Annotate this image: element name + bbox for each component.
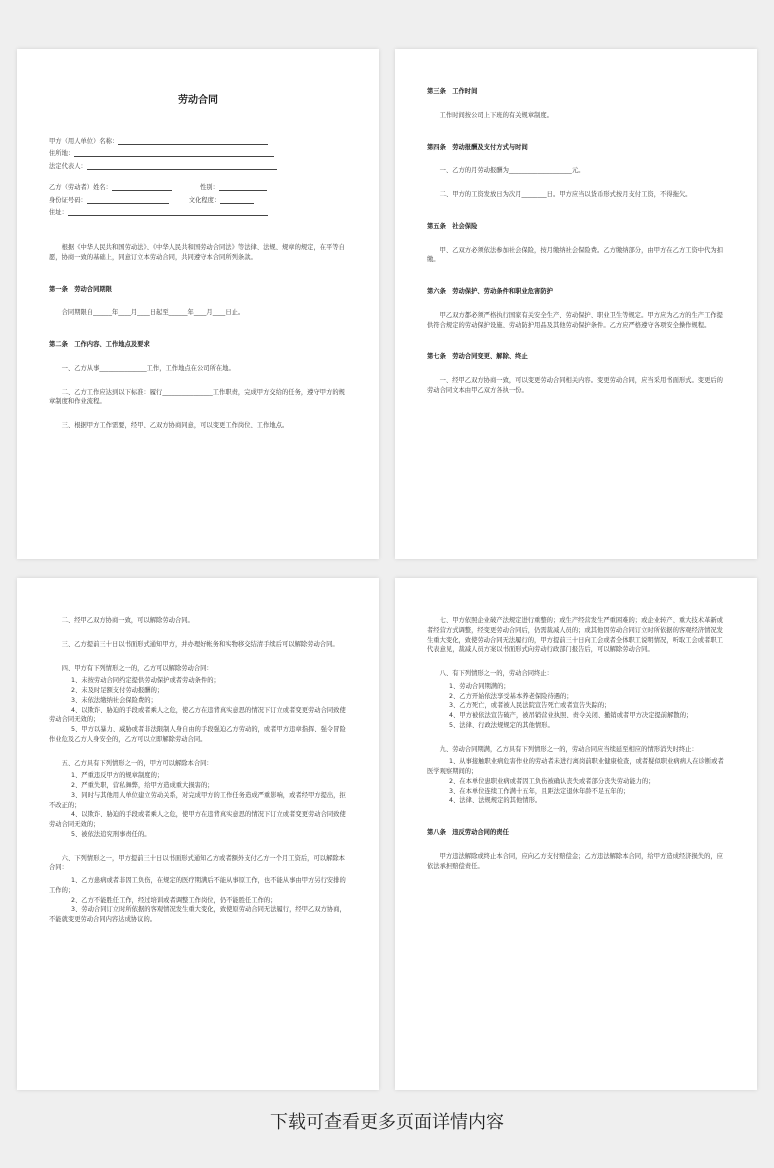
clause-6-item: 3、劳动合同订立时所依据的客观情况发生重大变化，致使原劳动合同无法履行，经甲乙双方协商，不能就变更劳动合同内容达成协议的。 (49, 906, 346, 923)
clause-7-layoff: 七、甲方依照企业破产法规定进行重整的；或生产经营发生严重困难的；或企业转产、重大技术革新或者经营方式调整，经变更劳动合同后，仍需裁减人员的；或其他因劳动合同订立时所依据的客观经济情况发生重大变化，致使劳动合同无法履行的，甲方提前三十日向工会或者全体职工说明情况，听取工会或者职工代表意见，裁减人员方案以书面形式向劳动行政部门报告后，可以解除劳动合同。 (427, 617, 723, 654)
party-b-name-row (49, 183, 347, 193)
article-8-heading: 第八条 违反劳动合同的责任 (427, 829, 509, 836)
residence-label: 住址： (49, 209, 68, 217)
party-a-name-blank (118, 137, 268, 145)
document-page-3 (17, 578, 379, 1090)
article-3-text: 工作时间按公司上下班的有关规章制度。 (439, 111, 553, 119)
clause-8-item: 3、乙方死亡，或者被人民法院宣告死亡或者宣告失踪的； (449, 702, 611, 710)
article-3-heading: 第三条 工作时间 (427, 88, 478, 95)
article-1-text: 合同期限自______年____月____日起至______年____月____日止。 (61, 309, 245, 317)
residence-row (49, 208, 347, 218)
gender-label: 性别： (199, 183, 219, 191)
article-1-heading: 第一条 劳动合同期限 (49, 285, 112, 293)
article-2-clause-3: 三、根据甲方工作需要，经甲、乙双方协商同意，可以变更工作岗位、工作地点。 (61, 422, 289, 429)
article-7-heading: 第七条 劳动合同变更、解除、终止 (427, 353, 528, 361)
document-title: 劳动合同 (178, 95, 218, 106)
clause-5-item: 5、被依法追究刑事责任的。 (71, 830, 151, 838)
education-blank (220, 196, 254, 204)
clause-9-item: 2、在本单位患职业病或者因工负伤被确认丧失或者部分丧失劳动能力的； (449, 777, 655, 785)
article-6-heading: 第六条 劳动保护、劳动条件和职业危害防护 (427, 288, 553, 295)
article-8-text: 甲方违法解除或终止本合同，应向乙方支付赔偿金；乙方违法解除本合同，给甲方造成经济损失的，应依法承担赔偿责任。 (427, 852, 723, 870)
document-page-1 (17, 49, 379, 559)
id-row (49, 196, 347, 206)
id-blank (87, 196, 169, 204)
article-2-clause-2: 二、乙方工作应达到以下标准：履行________________工作职责，完成甲方交给的任务，遵守甲方的规章制度和作业流程。 (49, 388, 345, 406)
clause-5-heading: 五、乙方具有下列情形之一的，甲方可以解除本合同： (61, 759, 213, 767)
party-b-name-label: 乙方（劳动者）姓名： (49, 183, 112, 191)
clause-9-item: 3、在本单位连续工作满十五年，且距法定退休年龄不足五年的； (449, 787, 630, 795)
article-5-text: 甲、乙双方必须依法参加社会保险，按月缴纳社会保险费。乙方缴纳部分，由甲方在乙方工资中代为扣缴。 (427, 246, 723, 264)
clause-4-item: 4、以欺诈、胁迫的手段或者乘人之危，使乙方在违背真实意思的情况下订立或者变更劳动合同致使劳动合同无效的； (49, 706, 346, 724)
clause-3-notice: 三、乙方提前三十日以书面形式通知甲方，并办理好帐务和实物移交结清手续后可以解除劳动合同。 (61, 640, 339, 648)
clause-6-heading: 六、下列情形之一，甲方提前三十日以书面形式通知乙方或者额外支付乙方一个月工资后，可以解除本合同： (49, 854, 345, 872)
party-a-name-label: 甲方（用人单位）名称： (49, 137, 119, 145)
intro-paragraph: 根据《中华人民共和国劳动法》、《中华人民共和国劳动合同法》等法律、法规、规章的规定，在平等自愿，协商一致的基础上，同意订立本劳动合同，共同遵守本合同所列条款。 (49, 244, 345, 261)
gender-blank (219, 183, 267, 191)
clause-6-item: 2、乙方不能胜任工作，经过培训或者调整工作岗位，仍不能胜任工作的； (71, 896, 277, 904)
legal-rep-label: 法定代表人： (49, 163, 87, 170)
clause-8-item: 2、乙方开始依法享受基本养老保险待遇的； (449, 692, 573, 700)
document-page-4 (395, 578, 757, 1090)
address-row (49, 149, 347, 159)
clause-9-heading: 九、劳动合同期满，乙方具有下列情形之一的，劳动合同应当续延至相应的情形消失时终止： (439, 745, 698, 753)
residence-blank (68, 208, 268, 216)
clause-5-item: 1、严重违反甲方的规章制度的； (71, 772, 164, 780)
clause-4-item: 5、甲方以暴力、威胁或者非法限制人身自由的手段强迫乙方劳动的，或者甲方违章指挥、强令冒险作业危及乙方人身安全的，乙方可以立即解除劳动合同。 (49, 726, 346, 743)
address-blank (74, 149, 274, 157)
clause-4-heading: 四、甲方有下列情形之一的，乙方可以解除劳动合同： (61, 664, 213, 672)
id-label: 身份证号码： (49, 196, 87, 204)
address-label: 住所地： (49, 150, 75, 158)
download-more-caption[interactable]: 下载可查看更多页面详情内容 (270, 1112, 504, 1133)
article-4-heading: 第四条 劳动报酬及支付方式与时间 (427, 143, 528, 151)
clause-9-item: 4、法律、法规规定的其他情形。 (449, 797, 542, 805)
legal-rep-blank (87, 162, 277, 170)
legal-rep-row (49, 162, 347, 172)
article-4-clause-2: 二、甲方的工资发放日为次月________日。甲方应当以货币形式按月支付工资，不得拖欠。 (439, 191, 692, 198)
education-label: 文化程度： (188, 196, 221, 204)
article-5-heading: 第五条 社会保险 (427, 222, 478, 230)
clause-5-item: 4、以欺诈、胁迫的手段或者乘人之危，使甲方在违背真实意思的情况下订立或者变更劳动合同致使劳动合同无效的； (49, 811, 346, 828)
article-2-clause-1: 一、乙方从事_______________工作，工作地点在公司所在地。 (61, 364, 235, 372)
document-page-2 (395, 49, 757, 559)
article-7-text: 一、经甲乙双方协商一致，可以变更劳动合同相关内容。变更劳动合同，应当采用书面形式。变更后的劳动合同文本由甲乙双方各执一份。 (427, 377, 723, 394)
clause-8-item: 4、甲方被依法宣告破产，被吊销营业执照、责令关闭、撤销或者甲方决定提前解散的； (449, 712, 693, 719)
clause-4-item: 1、未按劳动合同约定提供劳动保护或者劳动条件的； (71, 677, 220, 685)
clause-5-item: 2、严重失职，营私舞弊，给甲方造成重大损害的； (71, 782, 214, 789)
clause-5-item: 3、同时与其他用人单位建立劳动关系，对完成甲方的工作任务造成严重影响，或者经甲方提出，拒不改正的； (49, 791, 346, 809)
clause-6-item: 1、乙方患病或者非因工负伤，在规定的医疗期满后不能从事原工作，也不能从事由甲方另行安排的工作的； (49, 877, 346, 894)
clause-9-item: 1、从事接触职业病危害作业的劳动者未进行离岗前职业健康检查，或者疑似职业病病人在诊断或者医学观察期间的； (427, 758, 724, 775)
clause-4-item: 3、未依法缴纳社会保险费的； (71, 696, 157, 704)
party-a-name-row (49, 137, 347, 147)
clause-4-item: 2、未及时足额支付劳动报酬的； (71, 687, 164, 694)
party-b-name-blank (112, 183, 172, 191)
clause-8-item: 1、劳动合同期满的； (449, 682, 510, 690)
article-4-clause-1: 一、乙方的月劳动报酬为____________________元。 (439, 167, 585, 175)
clause-8-item: 5、法律、行政法规规定的其他情形。 (449, 721, 554, 729)
clause-8-heading: 八、有下列情形之一的，劳动合同终止： (439, 670, 553, 677)
article-6-text: 甲乙双方都必须严格执行国家有关安全生产、劳动保护、职业卫生等规定。甲方应为乙方的生产工作提供符合规定的劳动保护设施、劳动防护用品及其他劳动保护条件。乙方应严格遵守各项安全操作规程。 (427, 311, 723, 329)
article-2-heading: 第二条 工作内容、工作地点及要求 (49, 341, 150, 348)
clause-2-mutual-termination: 二、经甲乙双方协商一致，可以解除劳动合同。 (61, 617, 194, 624)
